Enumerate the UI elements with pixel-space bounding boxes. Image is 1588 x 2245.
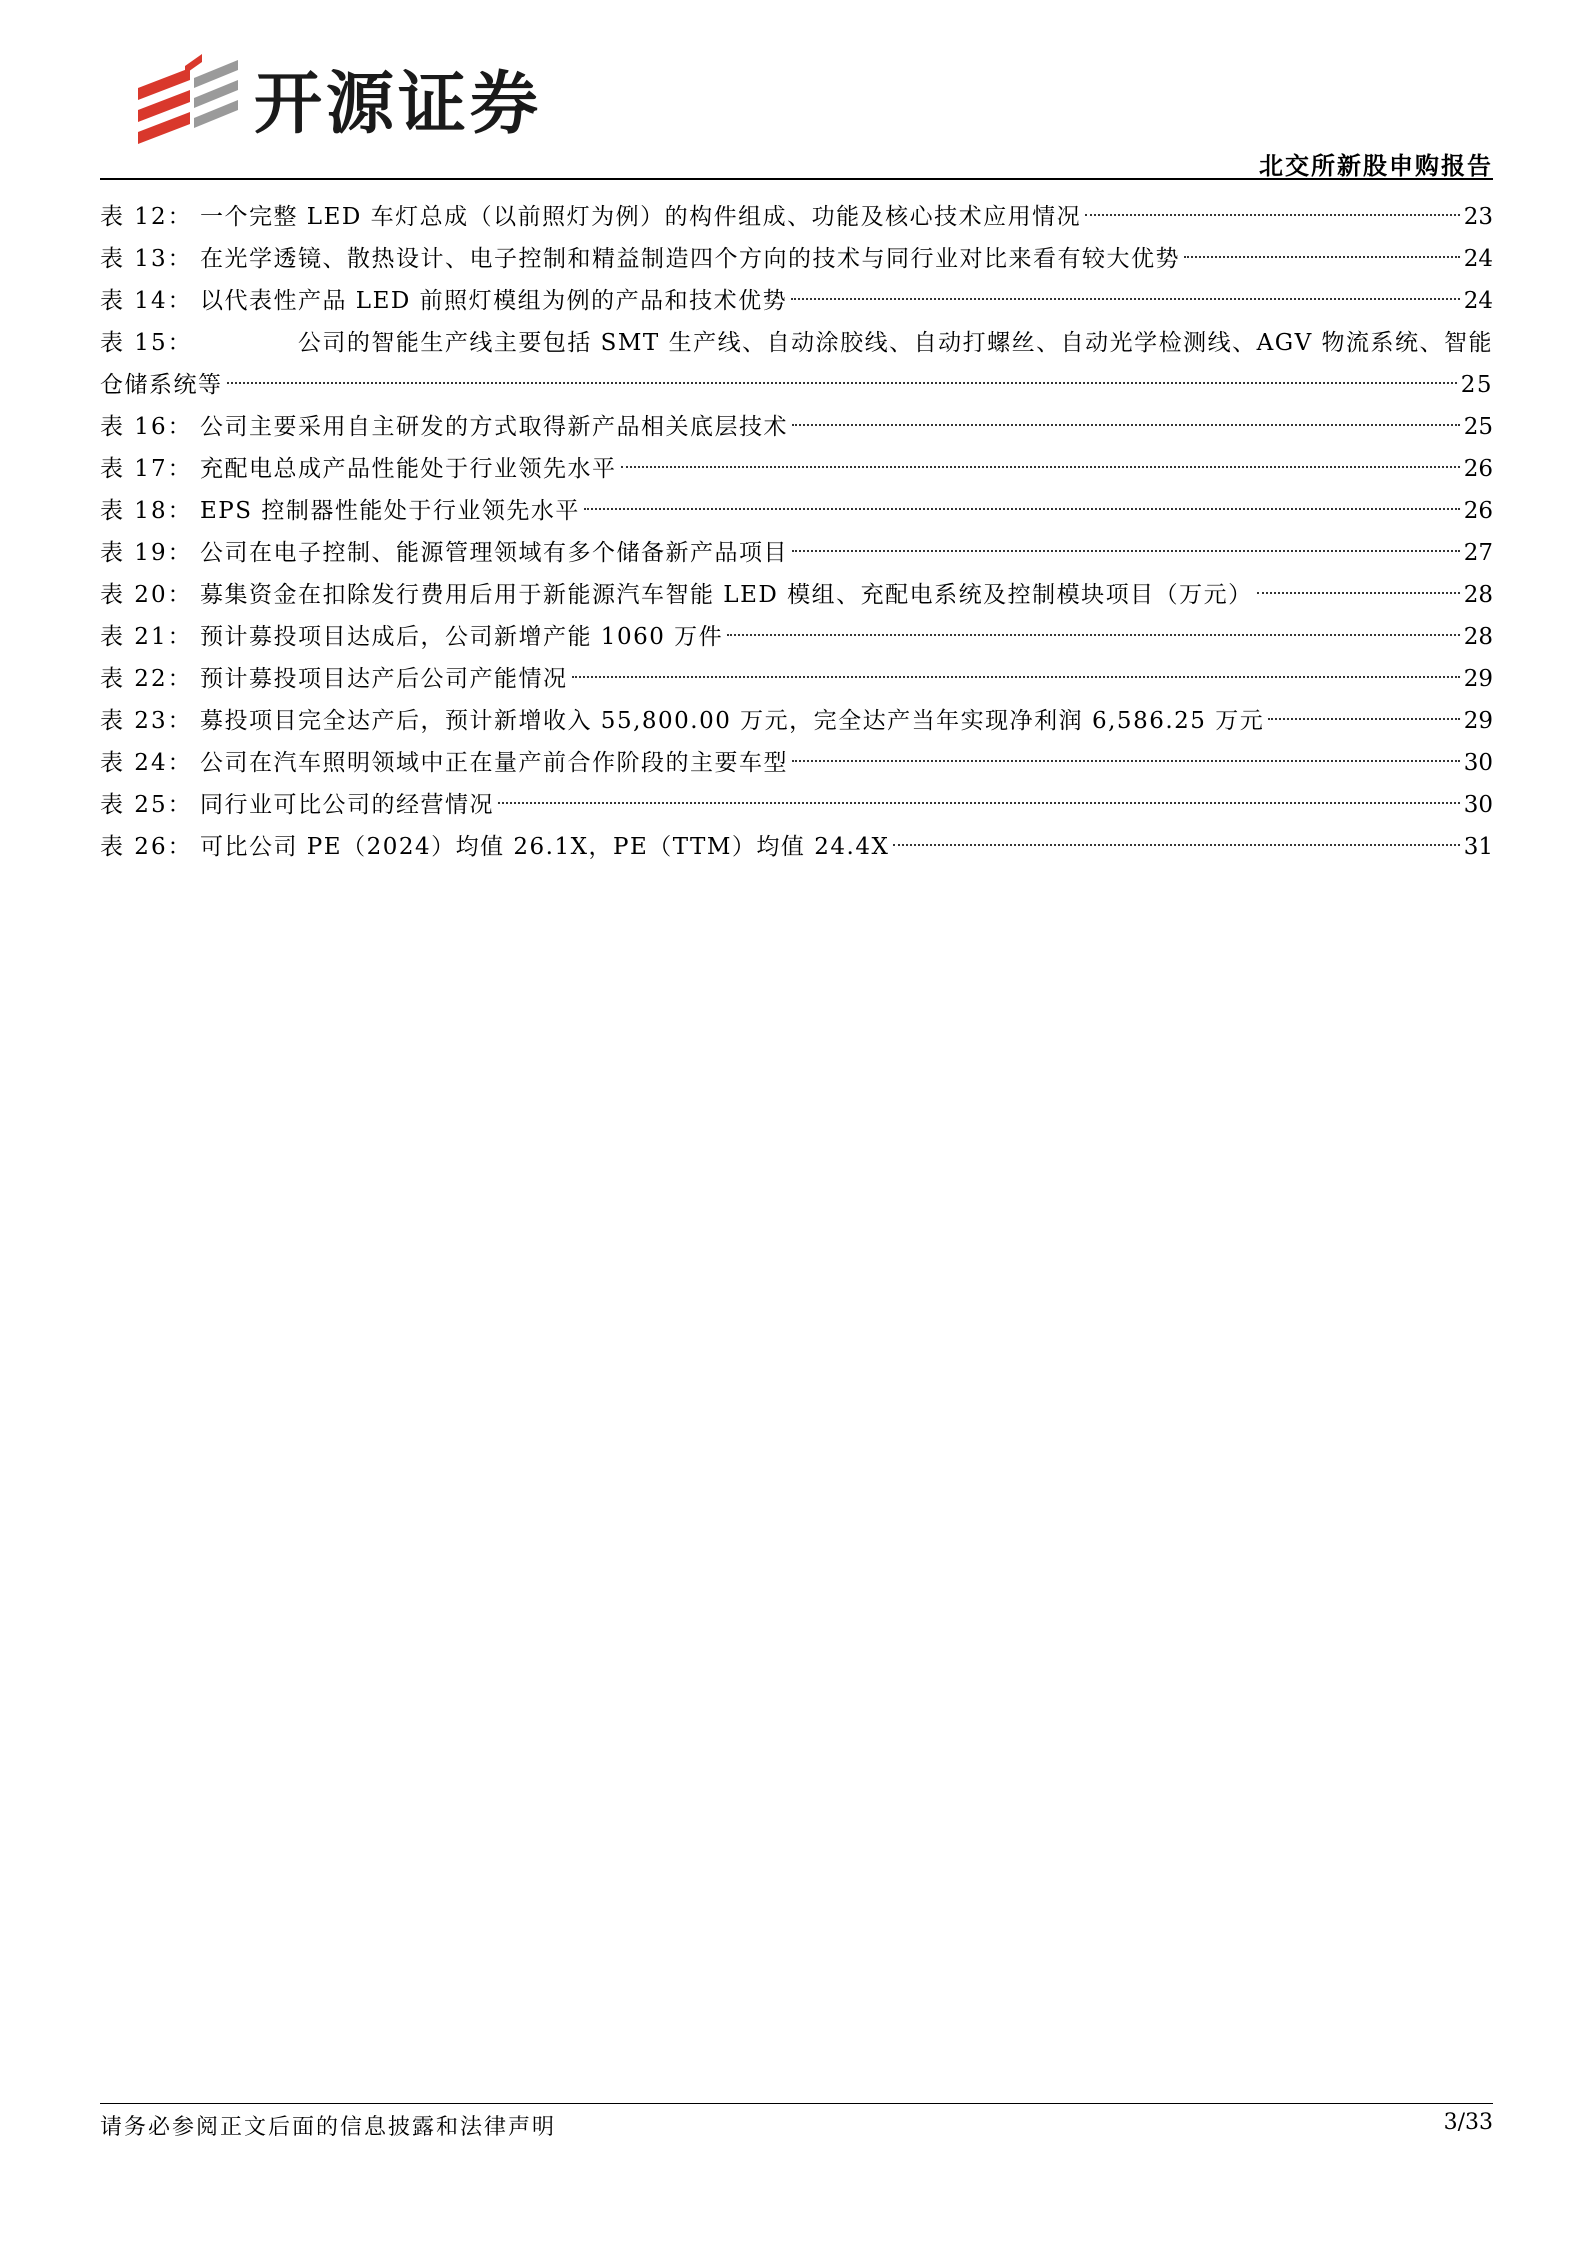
toc-page: 23 (1463, 204, 1493, 230)
toc-label: 表 26： (100, 834, 193, 860)
toc-title: EPS 控制器性能处于行业领先水平 (200, 498, 580, 524)
toc-page: 31 (1463, 834, 1493, 860)
toc-label: 表 21： (100, 624, 193, 650)
toc-title: 募投项目完全达产后，预计新增收入 55,800.00 万元，完全达产当年实现净利润 6,586.25 万元 (200, 708, 1265, 734)
toc-entry[interactable] (100, 490, 1493, 532)
toc-leader (792, 550, 1460, 552)
toc-page: 26 (1463, 456, 1493, 482)
toc-title: 预计募投项目达产后公司产能情况 (200, 666, 568, 692)
toc-label: 表 14： (100, 288, 193, 314)
table-of-contents (100, 196, 1493, 868)
toc-entry[interactable] (100, 616, 1493, 658)
toc-title-line (100, 322, 1493, 364)
toc-page: 28 (1463, 582, 1493, 608)
toc-leader (792, 760, 1460, 762)
company-logo (130, 48, 542, 148)
toc-entry[interactable] (100, 448, 1493, 490)
toc-entry[interactable] (100, 784, 1493, 826)
toc-entry[interactable] (100, 700, 1493, 742)
toc-entry[interactable] (100, 196, 1493, 238)
toc-label: 表 24： (100, 750, 193, 776)
toc-label: 表 12： (100, 204, 193, 230)
toc-label: 表 15： (100, 330, 193, 356)
toc-entry[interactable] (100, 532, 1493, 574)
toc-leader (893, 844, 1459, 846)
toc-page: 24 (1463, 246, 1493, 272)
footer-divider (100, 2103, 1493, 2104)
toc-title: 公司在电子控制、能源管理领域有多个储备新产品项目 (200, 540, 788, 566)
toc-page: 28 (1463, 624, 1493, 650)
footer-disclaimer: 请务必参阅正文后面的信息披露和法律声明 (100, 2115, 557, 2140)
toc-label: 表 23： (100, 708, 193, 734)
report-type: 北交所新股申购报告 (1259, 152, 1493, 180)
toc-leader (1268, 718, 1459, 720)
toc-page: 24 (1463, 288, 1493, 314)
logo-mark-icon (130, 48, 240, 148)
toc-page: 30 (1463, 792, 1493, 818)
toc-title: 公司主要采用自主研发的方式取得新产品相关底层技术 (200, 414, 788, 440)
toc-label: 表 16： (100, 414, 193, 440)
toc-page: 29 (1463, 708, 1493, 734)
toc-title: 公司在汽车照明领域中正在量产前合作阶段的主要车型 (200, 750, 788, 776)
logo-text: 开源证券 (254, 64, 543, 144)
toc-entry[interactable] (100, 406, 1493, 448)
toc-label: 表 25： (100, 792, 193, 818)
toc-entry[interactable] (100, 574, 1493, 616)
toc-leader (227, 382, 1457, 384)
toc-label: 表 18： (100, 498, 193, 524)
toc-label: 表 17： (100, 456, 193, 482)
toc-title: 仓储系统等 (100, 372, 223, 398)
toc-label: 表 13： (100, 246, 193, 272)
toc-page: 27 (1463, 540, 1493, 566)
toc-label: 表 19： (100, 540, 193, 566)
toc-title: 以代表性产品 LED 前照灯模组为例的产品和技术优势 (200, 288, 788, 314)
toc-page: 25 (1460, 372, 1493, 398)
toc-entry[interactable] (100, 658, 1493, 700)
toc-leader (621, 466, 1460, 468)
toc-page: 29 (1463, 666, 1493, 692)
toc-title: 公司的智能生产线主要包括 SMT 生产线、自动涂胶线、自动打螺丝、自动光学检测线、AGV 物流系统、智能 (297, 330, 1493, 356)
toc-page: 25 (1463, 414, 1493, 440)
toc-leader (1257, 592, 1460, 594)
toc-title: 一个完整 LED 车灯总成（以前照灯为例）的构件组成、功能及核心技术应用情况 (200, 204, 1082, 230)
toc-title: 同行业可比公司的经营情况 (200, 792, 494, 818)
toc-label: 表 20： (100, 582, 193, 608)
toc-title: 在光学透镜、散热设计、电子控制和精益制造四个方向的技术与同行业对比来看有较大优势 (200, 246, 1180, 272)
toc-leader (584, 508, 1460, 510)
toc-title: 充配电总成产品性能处于行业领先水平 (200, 456, 617, 482)
toc-page: 26 (1463, 498, 1493, 524)
toc-leader (792, 424, 1460, 426)
toc-title: 预计募投项目达成后，公司新增产能 1060 万件 (200, 624, 724, 650)
toc-leader (791, 298, 1460, 300)
toc-leader (727, 634, 1460, 636)
toc-page: 30 (1463, 750, 1493, 776)
toc-title: 可比公司 PE（2024）均值 26.1X，PE（TTM）均值 24.4X (200, 834, 890, 860)
toc-leader (1184, 256, 1460, 258)
toc-leader (1085, 214, 1460, 216)
toc-title: 募集资金在扣除发行费用后用于新能源汽车智能 LED 模组、充配电系统及控制模块项目（万元） (200, 582, 1253, 608)
toc-entry[interactable] (100, 238, 1493, 280)
toc-entry[interactable] (100, 322, 1493, 406)
toc-label: 表 22： (100, 666, 193, 692)
page-number: 3/33 (1443, 2110, 1493, 2135)
header-divider (100, 178, 1493, 180)
toc-entry[interactable] (100, 280, 1493, 322)
toc-entry[interactable] (100, 742, 1493, 784)
toc-title-line (100, 364, 1493, 406)
toc-entry[interactable] (100, 826, 1493, 868)
toc-leader (572, 676, 1460, 678)
toc-leader (498, 802, 1460, 804)
